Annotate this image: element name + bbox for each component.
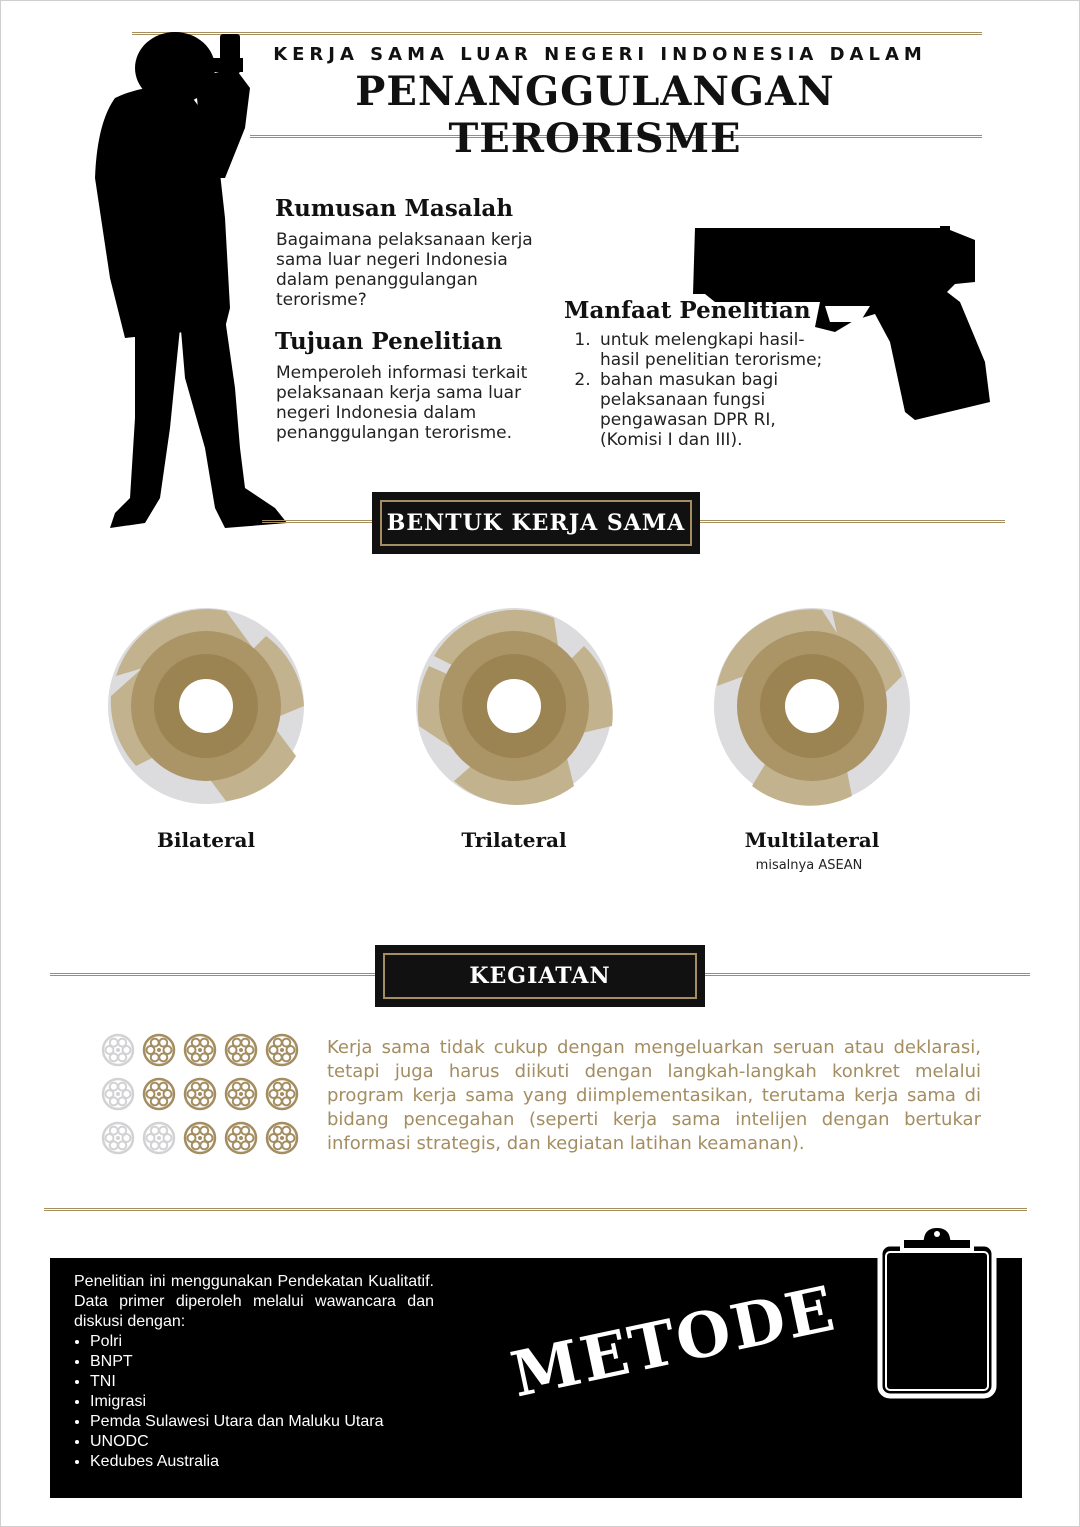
rumusan-heading: Rumusan Masalah [275,195,514,222]
trilateral-label: Trilateral [461,828,567,852]
film-reel-icon [264,1032,300,1068]
kegiatan-banner [375,945,705,1007]
clipboard-icon [872,1222,1002,1402]
kegiatan-icon-grid [100,1032,300,1162]
bentuk-banner-label: BENTUK KERJA SAMA [386,510,686,536]
film-reel-icon [182,1120,218,1156]
metode-item: • Pemda Sulawesi Utara dan Maluku Utara [90,1412,434,1432]
trilateral-ring-icon [414,606,614,806]
metode-title: METODE [505,1271,843,1412]
rumusan-text: Bagaimana pelaksanaan kerja sama luar negeri Indonesia dalam penanggulangan terorisme? [276,230,533,310]
metode-item: • UNODC [90,1432,434,1452]
bentuk-line-right [700,520,1005,523]
metode-list [74,1332,434,1472]
metode-item: • Kedubes Australia [90,1452,434,1472]
kegiatan-banner-label: KEGIATAN [469,963,611,989]
bentuk-line-left [262,520,372,523]
film-reel-icon [100,1120,136,1156]
tujuan-heading: Tujuan Penelitian [275,328,503,355]
metode-item: • TNI [90,1372,434,1392]
multilateral-sublabel: misalnya ASEAN [755,858,863,873]
manfaat-item: 1. untuk melengkapi hasil-hasil penelitian terorisme; [596,330,834,370]
page-title: PENANGGULANGAN TERORISME [355,68,835,162]
pistol-icon [685,222,995,422]
kegiatan-text: Kerja sama tidak cukup dengan mengeluarkan seruan atau deklarasi, tetapi juga harus diikuti dengan langkah-langkah konkret melalui program kerja sama yang diimplementasikan, terutama kerja sama di bidang pencegahan (seperti kerja sama intelijen dengan bertukar informasi strategis, dan kegiatan latihan keamanan). [327,1037,981,1154]
metode-item: • BNPT [90,1352,434,1372]
tujuan-text: Memperoleh informasi terkait pelaksanaan kerja sama luar negeri Indonesia dalam penanggulangan terorisme. [276,363,528,443]
film-reel-icon [141,1076,177,1112]
manfaat-heading: Manfaat Penelitian [564,297,811,324]
film-reel-icon [182,1076,218,1112]
film-reel-icon [182,1032,218,1068]
metode-item: • Imigrasi [90,1392,434,1412]
film-reel-icon [141,1032,177,1068]
bilateral-ring-icon [106,606,306,806]
film-reel-icon [223,1076,259,1112]
multilateral-ring-icon [712,606,912,806]
metode-intro: Penelitian ini menggunakan Pendekatan Kualitatif. Data primer diperoleh melalui wawancara dan diskusi dengan: [74,1273,434,1330]
film-reel-icon [100,1032,136,1068]
page-subtitle: KERJA SAMA LUAR NEGERI INDONESIA DALAM [273,44,927,65]
metode-item: • Polri [90,1332,434,1352]
film-reel-icon [264,1120,300,1156]
bentuk-banner [372,492,700,554]
bilateral-label: Bilateral [156,828,256,852]
kegiatan-line-left [50,973,375,976]
film-reel-icon [141,1120,177,1156]
multilateral-label: Multilateral [744,828,880,852]
film-reel-icon [223,1120,259,1156]
manfaat-item: 2. bahan masukan bagi pelaksanaan fungsi pengawasan DPR RI, (Komisi I dan III). [596,370,834,450]
metode-top-line [44,1208,1027,1211]
metode-description [74,1272,434,1472]
kegiatan-line-right [705,973,1030,976]
film-reel-icon [100,1076,136,1112]
film-reel-icon [223,1032,259,1068]
film-reel-icon [264,1076,300,1112]
